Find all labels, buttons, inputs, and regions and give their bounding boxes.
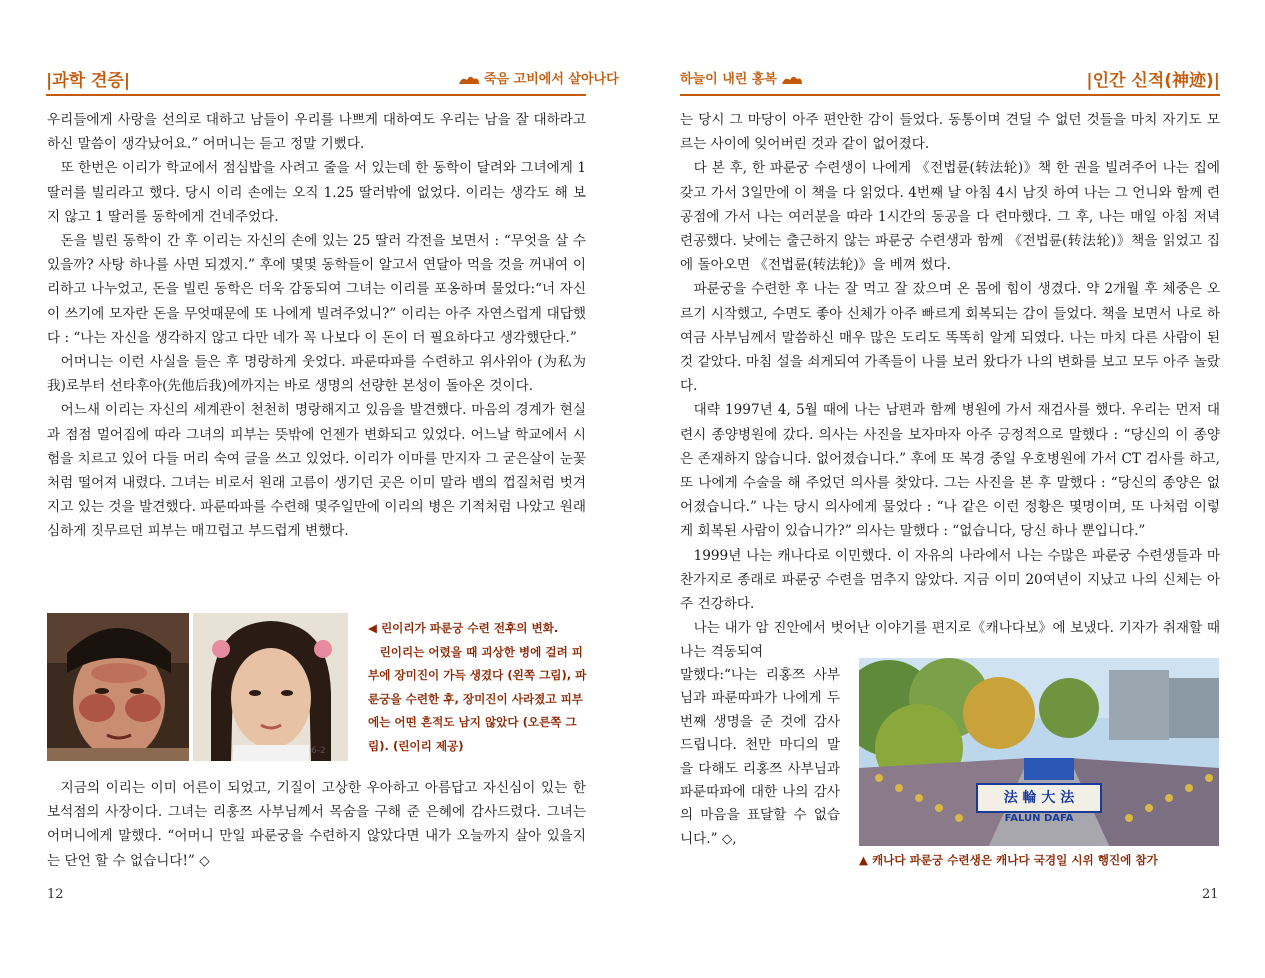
paragraph: 는 당시 그 마당이 아주 편안한 감이 들었다. 동통이며 견딜 수 없던 것들을 마치 자기도 모르는 사이에 잊어버린 것과 같이 없어졌다. xyxy=(680,112,1220,153)
paragraph: 대략 1997년 4, 5월 때에 나는 남편과 함께 병원에 가서 재검사를 했다. 우리는 먼저 대련시 종양병원에 갔다. 의사는 사진을 보자마자 아주 긍정적으로 말했다 : “당신의 이 종양은 존재하지 않습니다. 없어졌습니다.” 후에 또 복경 중일 우호병원에 가서 CT 검사를 하고, 또 나에게 수술을 해 주었던 의사를 찾았다. 그는 사진을 본 후 말했다 : “당신의 종양은 없어졌습니다.” 나는 당시 의사에게 물었다 : “나 같은 이런 정황은 몇명이며, 또 나처럼 이렇게 회복된 사람이 있습니가?” 의사는 말했다 : “없습니다, 당신 하나 뿐입니다.” xyxy=(680,402,1220,540)
paragraph: 돈을 빌린 동학이 간 후 이리는 자신의 손에 있는 25 딸러 각전을 보면서 : “무엇을 살 수 있을까? 사탕 하나를 사면 되겠지.” 후에 몇몇 동학들이 알고서 연달아 먹을 것을 꺼내여 이리하고 나누었고, 돈을 빌린 동학은 더욱 감동되여 그녀는 이리를 포옹하며 물었다:“너 자신이 쓰기에 모자란 돈을 무엇때문에 또 나에게 빌려주었니?” 이리는 아주 자연스럽게 대답했다 : “나는 자신을 생각하지 않고 다만 네가 꼭 나보다 이 돈이 더 필요하다고 생각했단다.” xyxy=(47,233,586,346)
right-page xyxy=(632,0,1265,978)
section-label: |과학 견증| xyxy=(46,71,131,91)
paragraph: 어머니는 이런 사실을 들은 후 명랑하게 웃었다. 파룬따파를 수련하고 위사위아 (为私为我)로부터 선타후아(先他后我)에까지는 바로 생명의 선량한 본성이 돌아온 것이다. xyxy=(47,354,586,395)
left-body xyxy=(47,108,586,544)
left-header xyxy=(46,66,619,96)
girl-after-image xyxy=(193,613,348,761)
left-photo-caption xyxy=(368,617,588,758)
cloud-ornament-icon xyxy=(458,74,480,86)
left-closing xyxy=(47,776,586,873)
paragraph: 어느새 이리는 자신의 세계관이 천천히 명랑해지고 있음을 발견했다. 마음의 경계가 현실과 점점 멀어짐에 따라 그녀의 피부는 뜻밖에 언젠가 변화되고 있었다. 어느날 학교에서 시험을 치르고 있어 다들 머리 숙여 글을 쓰고 있었다. 이리가 이마를 만지자 그 굳은살이 눈꽃처럼 떨어져 내렸다. 그녀는 비로서 원래 고름이 생기던 곳은 이미 말라 뱀의 껍질처럼 벗겨지고 있는 것을 발견했다. 파룬따파를 수련해 몇주일만에 이리의 병은 기적처럼 나았고 원래 심하게 짓무르던 피부는 매끄럽고 부드럽게 변했다. xyxy=(47,402,586,540)
photo-before xyxy=(47,613,189,761)
section-label: |인간 신적(神迹)| xyxy=(1086,71,1220,91)
paragraph: 우리들에게 사랑을 선의로 대하고 남들이 우리를 나쁘게 대하여도 우리는 남을 잘 대하라고 하신 말씀이 생각났어요.” 어머니는 듣고 정말 기뻤다. xyxy=(47,112,586,153)
chapter-title-text: 하늘이 내린 홍복 xyxy=(680,72,777,87)
parade-image xyxy=(859,658,1219,846)
parade-photo xyxy=(859,658,1219,846)
paragraph: 파룬궁을 수련한 후 나는 잘 먹고 잘 잤으며 온 몸에 힘이 생겼다. 약 2개월 후 체중은 오르기 시작했고, 수면도 좋아 신체가 아주 빠르게 회복되는 감이 들었다. 책을 보면서 나로 하여금 사부님께서 말씀하신 매우 많은 도리도 똑똑히 알게 되였다. 나는 마치 다른 사람이 된 것 같았다. 마침 설을 쇠게되여 가족들이 나를 보러 왔다가 나의 변화를 보고 모두 아주 놀랐다. xyxy=(680,281,1220,395)
cloud-ornament-icon xyxy=(781,74,803,86)
paragraph: 또 한번은 이리가 학교에서 점심밥을 사려고 줄을 서 있는데 한 동학이 달려와 그녀에게 1 딸러를 빌리라고 했다. 당시 이리 손에는 오직 1.25 딸러밖에 없었다. 이리는 생각도 해 보지 않고 1 딸러를 동학에게 건네주었다. xyxy=(47,160,586,225)
header-rule xyxy=(46,94,586,96)
paragraph: 말했다:“나는 리홍쯔 사부님과 파룬따파가 나에게 두 번째 생명을 준 것에 감사드립니다. 천만 마디의 말을 다해도 리홍쯔 사부님과 파룬따파에 대한 나의 감사의 마음을 표달할 수 없습니다.” ◇, xyxy=(680,667,840,847)
page-number: 21 xyxy=(1202,887,1219,902)
parade-caption: ▲ 캐나다 파룬궁 수련생은 캐나다 국경일 시위 행진에 참가 xyxy=(859,853,1158,867)
right-body xyxy=(680,108,1220,665)
banner-text: 法 輪 大 法 xyxy=(1003,790,1075,806)
photo-stamp: 6-2 xyxy=(311,746,326,756)
paragraph: 나는 내가 암 진안에서 벗어난 이야기를 편지로《캐나다보》에 보냈다. 기자가 취재할 때 나는 격동되여 xyxy=(680,620,1220,661)
paragraph: 다 본 후, 한 파룬궁 수련생이 나에게 《전법륜(转法轮)》책 한 권을 빌려주어 나는 집에 갖고 가서 3일만에 이 책을 다 읽었다. 4번째 날 아침 4시 남짓 하여 나는 그 언니와 함께 련공점에 가서 나는 여러분을 따라 1시간의 동공을 다 련마했다. 그 후, 나는 매일 아침 저녁 련공했다. 낮에는 출근하지 않는 파룬궁 수련생과 함께 《전법륜(转法轮)》책을 읽었고 집에 돌아오면 《전법륜(转法轮)》을 베껴 썼다. xyxy=(680,160,1220,274)
photo-after xyxy=(193,613,348,761)
chapter-title-text: 죽음 고비에서 살아나다 xyxy=(484,72,619,87)
paragraph: 1999년 나는 캐나다로 이민했다. 이 자유의 나라에서 나는 수많은 파룬궁 수련생들과 마찬가지로 종래로 파룬궁 수련을 멈추지 않았다. 지금 이미 20여년이 지났고 나의 신체는 아주 건강하다. xyxy=(680,547,1220,613)
paragraph: 지금의 이리는 이미 어른이 되었고, 기질이 고상한 우아하고 아름답고 자신심이 있는 한 보석점의 사장이다. 그녀는 리훙쯔 사부님께서 목숨을 구해 준 은혜에 감사드렸다. 그녀는 어머니에게 말했다. “어머니 만일 파룬궁을 수련하지 않았다면 내가 오늘까지 살아 있을지는 단언 할 수 없습니다!” ◇ xyxy=(47,780,586,869)
right-side-text xyxy=(680,664,840,851)
banner-subtext: FALUN DAFA xyxy=(1004,813,1074,824)
header-rule xyxy=(680,94,1220,96)
caption-line: ◀ 린이리가 파룬궁 수련 전후의 변화. xyxy=(368,621,559,635)
girl-before-image xyxy=(47,613,189,761)
chapter-title xyxy=(680,68,807,87)
chapter-title xyxy=(454,68,619,87)
left-page xyxy=(0,0,632,978)
caption-line: 린이리는 어렸을 때 괴상한 병에 걸려 피부에 장미진이 가득 생겼다 (왼쪽 그림), 파룬궁을 수련한 후, 장미진이 사라졌고 피부에는 어떤 흔적도 남지 않았다 (오른쪽 그림). (린이리 제공) xyxy=(368,644,587,753)
right-header xyxy=(680,66,1220,96)
page-number: 12 xyxy=(47,887,64,902)
